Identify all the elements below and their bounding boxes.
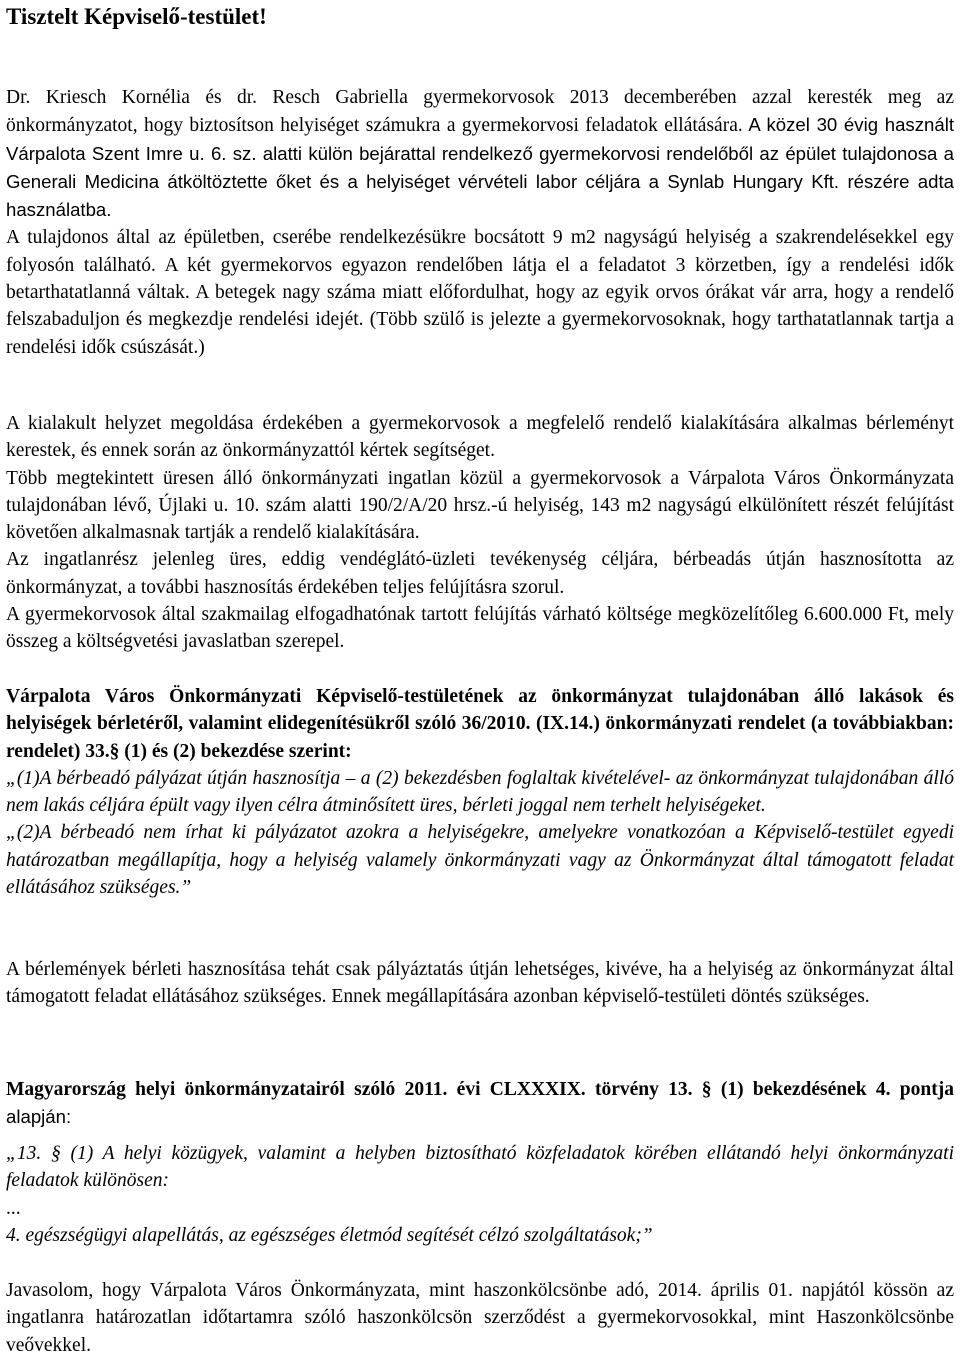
situation-paragraph-4: A gyermekorvosok által szakmailag elfogadhatónak tartott felújítás várható költsége megközelítőleg 6.600.000 Ft, mely összeg a költségvetési javaslatban szerepel. (6, 604, 954, 653)
situation-section (6, 410, 954, 656)
law-quote-2: 4. egészségügyi alapellátás, az egészséges életmód segítését célzó szolgáltatások;” (6, 1224, 653, 1246)
intro-paragraph-2: A tulajdonos által az épületben, cserébe rendelkezésükre bocsátott 9 m2 nagyságú helyiség a szakrendelésekkel egy folyosón található. A két gyermekorvos egyazon rendelőben látja el a feladatot 3 körzetben, így a rendelési idők betarthatatlanná váltak. A betegek nagy száma miatt előfordulhat, hogy az egyik orvos órákat vár arra, hogy a rendelő felszabaduljon és megkezdje rendelési idejét. (Több szülő is jelezte a gyermekorvosoknak, hogy tarthatatlannak tartja a rendelési idők csúszását.) (6, 227, 954, 358)
situation-paragraph-3: Az ingatlanrész jelenleg üres, eddig vendéglátó-üzleti tevékenység céljára, bérbeadás útján hasznosította az önkormányzat, a további hasznosítás érdekében teljes felújításra szorul. (6, 549, 954, 598)
decree-section (6, 683, 954, 901)
intro-section (6, 84, 954, 361)
intro-paragraph-1-part-b: A közel 30 évig használt Várpalota Szent Imre u. 6. sz. alatti külön bejárattal rendelkező gyermekorvosi rendelőből az épület tulajdonosa a Generali Medicina átköltöztette őket és a helyiséget vérvételi labor céljára a Synlab Hungary Kft. részére adta használatba. (6, 114, 954, 221)
decree-quote-2: „(2)A bérbeadó nem írhat ki pályázatot azokra a helyiségekre, amelyekre vonatkozóan a Képviselő-testület egyedi határozatban megállapítja, hogy a helyiség valamely önkormányzati vagy az Önkormányzat által támogatott feladat ellátásához szükséges.” (6, 822, 954, 899)
document-title: Tisztelt Képviselő-testület! (6, 4, 267, 29)
law-ellipsis: ... (6, 1197, 21, 1219)
law-quote-1: „13. § (1) A helyi közügyek, valamint a helyben biztosítható közfeladatok körében ellátandó helyi önkormányzati feladatok különösen: (6, 1143, 954, 1192)
lease-note: A bérlemények bérleti hasznosítása tehát csak pályáztatás útján lehetséges, kivéve, ha a helyiség az önkormányzat által támogatott feladat ellátásához szükséges. Ennek megállapítására azonban képviselő-testületi döntés szükséges. (6, 959, 954, 1008)
decree-quote-1: „(1)A bérbeadó pályázat útján hasznosítja – a (2) bekezdésben foglaltak kivételével- az önkormányzat tulajdonában álló nem lakás céljára épült vagy ilyen célra átminősített üres, bérleti joggal nem terhelt helyiségeket. (6, 767, 954, 817)
situation-paragraph-1: A kialakult helyzet megoldása érdekében a gyermekorvosok a megfelelő rendelő kialakítására alkalmas bérleményt kerestek, és ennek során az önkormányzattól kértek segítséget. (6, 413, 954, 462)
intro-paragraph-1 (6, 84, 954, 224)
law-heading-tail: alapján: (6, 1106, 72, 1128)
proposal-paragraph: Javasolom, hogy Várpalota Város Önkormányzata, mint haszonkölcsönbe adó, 2014. április 01. napjától kössön az ingatlanra határozatlan időtartamra szóló haszonkölcsön szerződést a gyermekorvosokkal, mint Haszonkölcsönbe veővekkel. (6, 1280, 954, 1356)
law-section (6, 1075, 954, 1132)
law-quote-section (6, 1140, 954, 1249)
law-heading (6, 1075, 954, 1132)
intro-paragraph-1-part-a: Dr. Kriesch Kornélia és dr. Resch Gabriella gyermekorvosok 2013 decemberében azzal keresték meg az önkormányzatot, hogy biztosítson helyiséget számukra a gyermekorvosi feladatok ellátására. (6, 87, 954, 137)
situation-paragraph-2: Több megtekintett üresen álló önkormányzati ingatlan közül a gyermekorvosok a Várpalota Város Önkormányzata tulajdonában lévő, Újlaki u. 10. szám alatti 190/2/A/20 hrsz.-ú helyiség, 143 m2 nagyságú elkülönített részét felújítást követően alkalmasnak tartják a rendelő kialakítására. (6, 467, 954, 544)
law-heading-bold: Magyarország helyi önkormányzatairól szóló 2011. évi CLXXXIX. törvény 13. § (1) bekezdésének 4. pontja (6, 1079, 954, 1100)
decree-heading: Várpalota Város Önkormányzati Képviselő-testületének az önkormányzat tulajdonában álló lakások és helyiségek bérletéről, valamint elidegenítésükről szóló 36/2010. (IX.14.) önkormányzati rendelet (a továbbiakban: rendelet) 33.§ (1) és (2) bekezdése szerint: (6, 686, 954, 762)
